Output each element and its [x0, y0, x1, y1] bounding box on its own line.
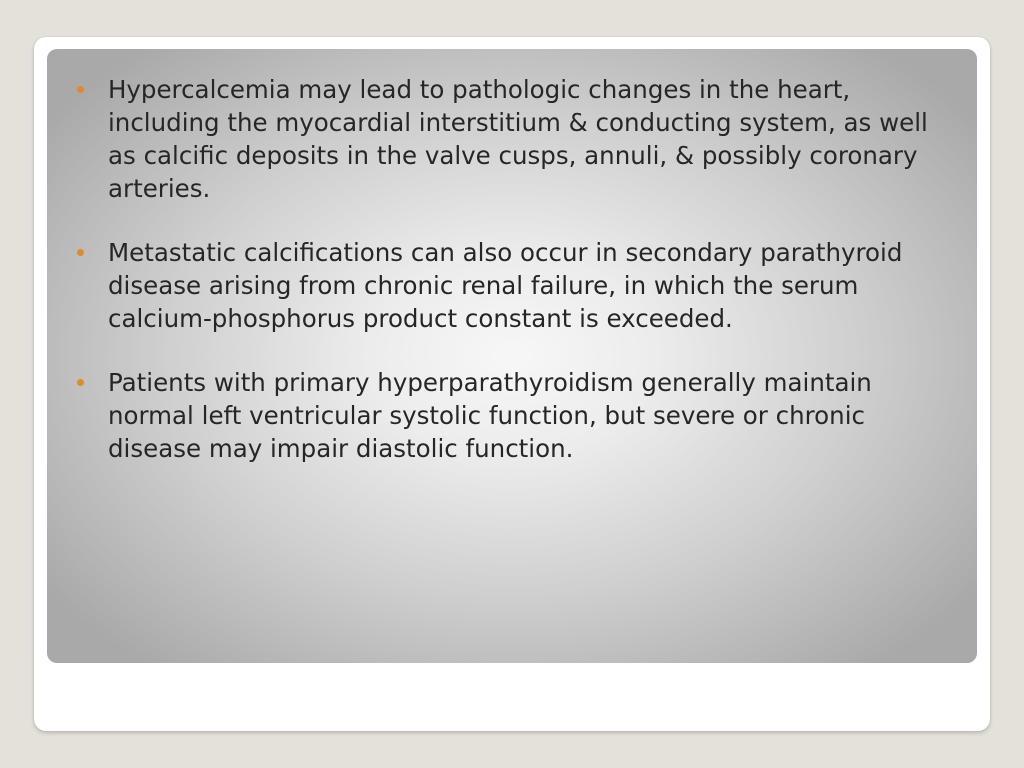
bullet-text: Hypercalcemia may lead to pathologic changes in the heart, including the myocardial interstitium & conducting system, as well as calcific deposits in the valve cusps, annuli, & possibly coronary arteries. [108, 75, 928, 203]
bullet-dot-icon [77, 86, 84, 93]
bullet-text: Patients with primary hyperparathyroidism generally maintain normal left ventricular systolic function, but severe or chronic disease may impair diastolic function. [108, 368, 872, 463]
bullet-text: Metastatic calcifications can also occur in secondary parathyroid disease arising from chronic renal failure, in which the serum calcium-phosphorus product constant is exceeded. [108, 238, 903, 333]
bullet-list [47, 73, 977, 496]
bullet-item-primary-hyperparathyroidism [47, 366, 977, 465]
bullet-dot-icon [77, 249, 84, 256]
bullet-item-hypercalcemia [47, 73, 977, 205]
content-panel [47, 49, 977, 663]
bullet-dot-icon [77, 379, 84, 386]
bullet-item-metastatic-calcifications [47, 236, 977, 335]
slide-frame [34, 37, 990, 731]
